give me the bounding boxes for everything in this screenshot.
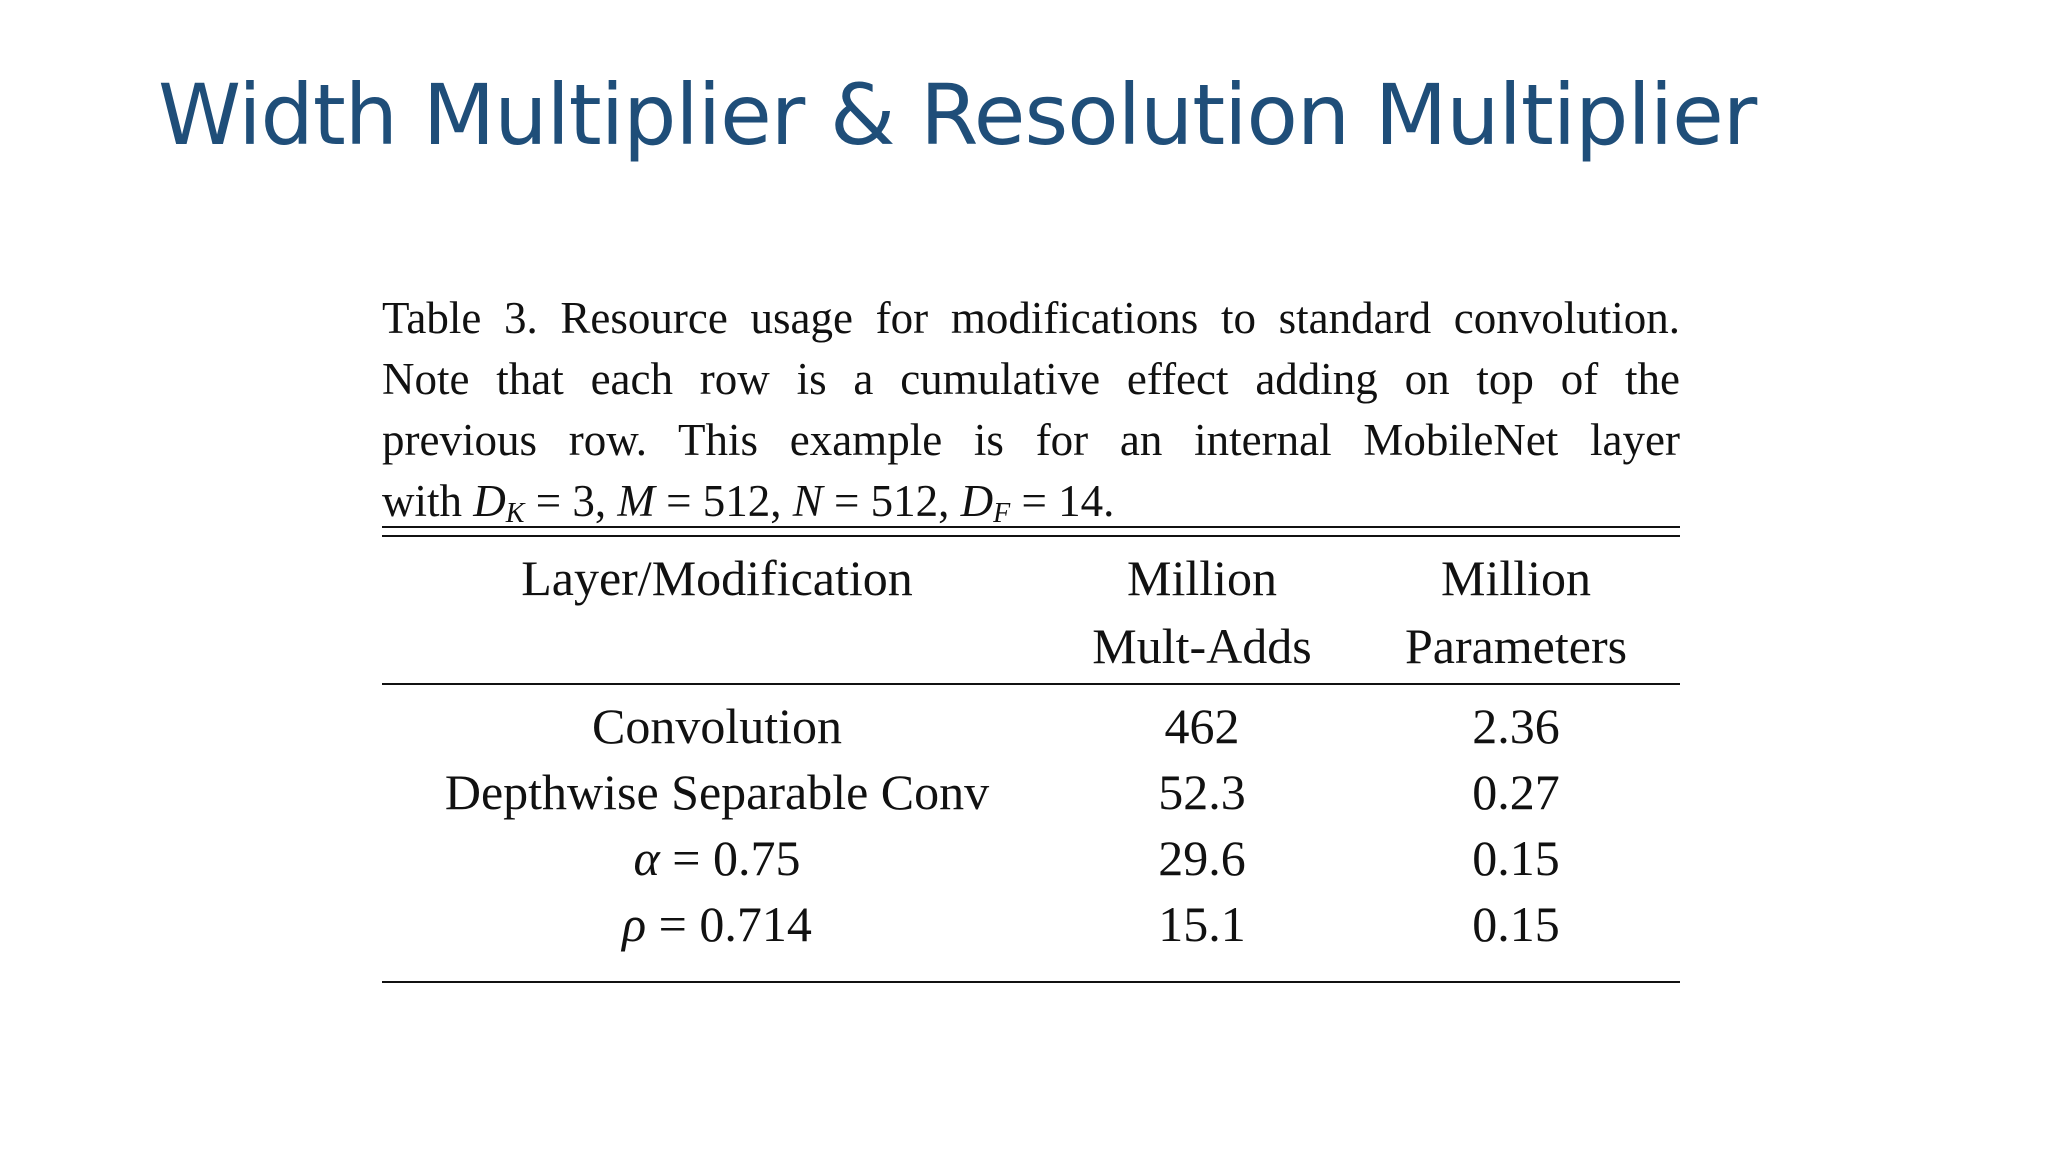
cell-layer-value: = 0.714: [646, 896, 812, 952]
header-layer: Layer/Modification: [521, 550, 913, 606]
caption-text: = 14.: [1010, 476, 1115, 526]
slide-title: Width Multiplier & Resolution Multiplier: [158, 66, 1757, 164]
math-symbol: M: [617, 476, 655, 526]
caption-line-1: Table 3. Resource usage for modifications to standard convolution.: [382, 293, 1680, 343]
math-symbol: D: [473, 476, 506, 526]
header-row: [382, 537, 1680, 609]
math-symbol: D: [960, 476, 994, 526]
rho-symbol: ρ: [622, 896, 647, 952]
table-row: [382, 759, 1680, 825]
math-symbol: N: [792, 476, 823, 526]
table-row: [382, 891, 1680, 981]
table-row: [382, 684, 1680, 759]
cell-layer: [382, 891, 1052, 981]
caption-line-3: previous row. This example is for an internal MobileNet layer: [382, 415, 1680, 465]
caption-text: = 3,: [524, 476, 618, 526]
cell-params: 2.36: [1472, 698, 1560, 754]
header-mult-adds-bottom: Mult-Adds: [1092, 618, 1312, 674]
table-row: [382, 825, 1680, 891]
header-params-bottom: Parameters: [1404, 618, 1628, 674]
top-rule-upper: [382, 526, 1680, 528]
table-caption: [382, 288, 1680, 544]
cell-mult-adds: 52.3: [1158, 764, 1246, 820]
caption-text: = 512,: [654, 476, 793, 526]
math-subscript: F: [993, 498, 1011, 529]
caption-line-2: Note that each row is a cumulative effect adding on top of the: [382, 354, 1680, 404]
cell-layer: Convolution: [591, 698, 843, 754]
header-layer-blank: [382, 609, 1052, 683]
caption-text: with: [382, 476, 474, 526]
bottom-rule: [382, 981, 1680, 983]
cell-params: 0.27: [1472, 764, 1560, 820]
header-params-top: Million: [1440, 550, 1592, 606]
table-figure: [382, 288, 1680, 952]
resource-usage-table: [382, 537, 1680, 981]
table-wrapper: [382, 526, 1680, 983]
header-row: [382, 609, 1680, 683]
cell-params: 0.15: [1472, 830, 1560, 886]
cell-params: 0.15: [1472, 896, 1560, 952]
cell-mult-adds: 29.6: [1158, 830, 1246, 886]
cell-layer: [382, 825, 1052, 891]
cell-layer: Depthwise Separable Conv: [444, 764, 990, 820]
alpha-symbol: α: [633, 830, 660, 886]
cell-mult-adds: 462: [1164, 698, 1240, 754]
header-mult-adds-top: Million: [1126, 550, 1278, 606]
cell-mult-adds: 15.1: [1158, 896, 1246, 952]
cell-layer-value: = 0.75: [659, 830, 801, 886]
caption-text: = 512,: [822, 476, 961, 526]
math-subscript: K: [505, 498, 525, 529]
